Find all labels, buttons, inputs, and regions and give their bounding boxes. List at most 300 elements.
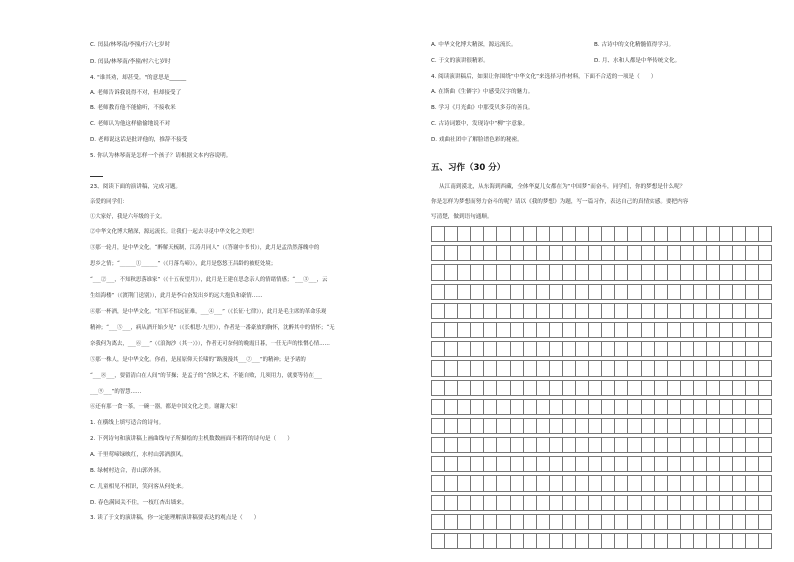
- grid-cell[interactable]: [432, 495, 445, 510]
- grid-cell[interactable]: [680, 246, 693, 261]
- grid-cell[interactable]: [497, 514, 510, 529]
- grid-cell[interactable]: [654, 438, 667, 453]
- grid-cell[interactable]: [458, 457, 471, 472]
- grid-cell[interactable]: [720, 534, 733, 549]
- grid-cell[interactable]: [759, 514, 772, 529]
- grid-cell[interactable]: [549, 380, 562, 395]
- grid-cell[interactable]: [536, 265, 549, 280]
- grid-cell[interactable]: [471, 476, 484, 491]
- grid-cell[interactable]: [641, 476, 654, 491]
- grid-cell[interactable]: [510, 438, 523, 453]
- grid-cell[interactable]: [641, 514, 654, 529]
- grid-cell[interactable]: [576, 418, 589, 433]
- grid-cell[interactable]: [589, 457, 602, 472]
- grid-cell[interactable]: [445, 495, 458, 510]
- grid-cell[interactable]: [628, 534, 641, 549]
- grid-cell[interactable]: [720, 495, 733, 510]
- grid-cell[interactable]: [680, 534, 693, 549]
- grid-cell[interactable]: [432, 438, 445, 453]
- grid-cell[interactable]: [484, 438, 497, 453]
- grid-cell[interactable]: [654, 284, 667, 299]
- grid-cell[interactable]: [615, 457, 628, 472]
- grid-cell[interactable]: [615, 438, 628, 453]
- grid-cell[interactable]: [432, 457, 445, 472]
- grid-cell[interactable]: [602, 418, 615, 433]
- grid-cell[interactable]: [562, 418, 575, 433]
- grid-cell[interactable]: [706, 246, 719, 261]
- grid-cell[interactable]: [484, 514, 497, 529]
- grid-cell[interactable]: [733, 514, 746, 529]
- grid-cell[interactable]: [602, 399, 615, 414]
- grid-cell[interactable]: [484, 303, 497, 318]
- grid-cell[interactable]: [536, 284, 549, 299]
- grid-cell[interactable]: [471, 303, 484, 318]
- grid-cell[interactable]: [733, 265, 746, 280]
- grid-cell[interactable]: [602, 495, 615, 510]
- grid-cell[interactable]: [615, 534, 628, 549]
- grid-cell[interactable]: [759, 495, 772, 510]
- grid-cell[interactable]: [549, 342, 562, 357]
- grid-cell[interactable]: [523, 457, 536, 472]
- grid-cell[interactable]: [471, 380, 484, 395]
- grid-cell[interactable]: [484, 534, 497, 549]
- grid-cell[interactable]: [654, 246, 667, 261]
- grid-cell[interactable]: [523, 284, 536, 299]
- grid-cell[interactable]: [445, 284, 458, 299]
- grid-cell[interactable]: [654, 322, 667, 337]
- grid-cell[interactable]: [471, 342, 484, 357]
- grid-cell[interactable]: [549, 246, 562, 261]
- grid-cell[interactable]: [523, 438, 536, 453]
- grid-cell[interactable]: [615, 361, 628, 376]
- grid-cell[interactable]: [432, 534, 445, 549]
- grid-cell[interactable]: [759, 399, 772, 414]
- grid-cell[interactable]: [667, 246, 680, 261]
- grid-cell[interactable]: [576, 265, 589, 280]
- grid-cell[interactable]: [549, 284, 562, 299]
- grid-cell[interactable]: [615, 399, 628, 414]
- grid-cell[interactable]: [458, 322, 471, 337]
- grid-cell[interactable]: [641, 361, 654, 376]
- grid-cell[interactable]: [432, 303, 445, 318]
- grid-cell[interactable]: [549, 361, 562, 376]
- grid-cell[interactable]: [680, 227, 693, 242]
- grid-cell[interactable]: [458, 227, 471, 242]
- grid-cell[interactable]: [576, 342, 589, 357]
- grid-cell[interactable]: [589, 361, 602, 376]
- grid-cell[interactable]: [523, 246, 536, 261]
- grid-cell[interactable]: [746, 265, 759, 280]
- grid-cell[interactable]: [432, 227, 445, 242]
- composition-grid[interactable]: [431, 226, 772, 549]
- grid-cell[interactable]: [484, 284, 497, 299]
- grid-cell[interactable]: [706, 342, 719, 357]
- grid-cell[interactable]: [693, 265, 706, 280]
- grid-cell[interactable]: [536, 361, 549, 376]
- grid-cell[interactable]: [497, 303, 510, 318]
- grid-cell[interactable]: [445, 438, 458, 453]
- grid-cell[interactable]: [654, 227, 667, 242]
- grid-cell[interactable]: [589, 418, 602, 433]
- grid-cell[interactable]: [536, 303, 549, 318]
- grid-cell[interactable]: [510, 361, 523, 376]
- grid-cell[interactable]: [536, 495, 549, 510]
- grid-cell[interactable]: [536, 227, 549, 242]
- grid-cell[interactable]: [628, 476, 641, 491]
- grid-cell[interactable]: [536, 246, 549, 261]
- grid-cell[interactable]: [602, 342, 615, 357]
- grid-cell[interactable]: [680, 438, 693, 453]
- grid-cell[interactable]: [432, 246, 445, 261]
- grid-cell[interactable]: [602, 303, 615, 318]
- grid-cell[interactable]: [615, 303, 628, 318]
- grid-cell[interactable]: [445, 514, 458, 529]
- grid-cell[interactable]: [693, 361, 706, 376]
- grid-cell[interactable]: [759, 265, 772, 280]
- grid-cell[interactable]: [615, 284, 628, 299]
- grid-cell[interactable]: [720, 418, 733, 433]
- grid-cell[interactable]: [654, 303, 667, 318]
- grid-cell[interactable]: [759, 342, 772, 357]
- grid-cell[interactable]: [589, 227, 602, 242]
- grid-cell[interactable]: [746, 342, 759, 357]
- grid-cell[interactable]: [589, 322, 602, 337]
- grid-cell[interactable]: [680, 284, 693, 299]
- grid-cell[interactable]: [484, 361, 497, 376]
- grid-cell[interactable]: [733, 495, 746, 510]
- grid-cell[interactable]: [759, 380, 772, 395]
- grid-cell[interactable]: [680, 399, 693, 414]
- grid-cell[interactable]: [706, 303, 719, 318]
- grid-cell[interactable]: [615, 495, 628, 510]
- grid-cell[interactable]: [458, 284, 471, 299]
- grid-cell[interactable]: [510, 246, 523, 261]
- grid-cell[interactable]: [667, 265, 680, 280]
- grid-cell[interactable]: [602, 514, 615, 529]
- grid-cell[interactable]: [458, 418, 471, 433]
- grid-cell[interactable]: [720, 380, 733, 395]
- grid-cell[interactable]: [628, 418, 641, 433]
- grid-cell[interactable]: [445, 227, 458, 242]
- grid-cell[interactable]: [759, 534, 772, 549]
- grid-cell[interactable]: [733, 476, 746, 491]
- grid-cell[interactable]: [445, 457, 458, 472]
- grid-cell[interactable]: [458, 265, 471, 280]
- grid-cell[interactable]: [693, 380, 706, 395]
- grid-cell[interactable]: [628, 265, 641, 280]
- grid-cell[interactable]: [720, 322, 733, 337]
- grid-cell[interactable]: [667, 457, 680, 472]
- grid-cell[interactable]: [746, 227, 759, 242]
- grid-cell[interactable]: [654, 418, 667, 433]
- grid-cell[interactable]: [759, 227, 772, 242]
- grid-cell[interactable]: [536, 457, 549, 472]
- grid-cell[interactable]: [576, 303, 589, 318]
- grid-cell[interactable]: [536, 438, 549, 453]
- grid-cell[interactable]: [680, 380, 693, 395]
- grid-cell[interactable]: [654, 534, 667, 549]
- grid-cell[interactable]: [576, 514, 589, 529]
- grid-cell[interactable]: [628, 303, 641, 318]
- grid-cell[interactable]: [628, 399, 641, 414]
- grid-cell[interactable]: [536, 342, 549, 357]
- grid-cell[interactable]: [589, 438, 602, 453]
- grid-cell[interactable]: [746, 322, 759, 337]
- grid-cell[interactable]: [720, 265, 733, 280]
- grid-cell[interactable]: [759, 361, 772, 376]
- grid-cell[interactable]: [733, 322, 746, 337]
- grid-cell[interactable]: [706, 399, 719, 414]
- grid-cell[interactable]: [549, 418, 562, 433]
- grid-cell[interactable]: [562, 284, 575, 299]
- grid-cell[interactable]: [510, 495, 523, 510]
- grid-cell[interactable]: [510, 418, 523, 433]
- grid-cell[interactable]: [680, 303, 693, 318]
- grid-cell[interactable]: [759, 418, 772, 433]
- grid-cell[interactable]: [720, 246, 733, 261]
- grid-cell[interactable]: [549, 534, 562, 549]
- grid-cell[interactable]: [720, 476, 733, 491]
- grid-cell[interactable]: [628, 514, 641, 529]
- grid-cell[interactable]: [720, 227, 733, 242]
- grid-cell[interactable]: [445, 361, 458, 376]
- grid-cell[interactable]: [576, 322, 589, 337]
- grid-cell[interactable]: [602, 361, 615, 376]
- grid-cell[interactable]: [510, 227, 523, 242]
- grid-cell[interactable]: [680, 457, 693, 472]
- grid-cell[interactable]: [667, 380, 680, 395]
- grid-cell[interactable]: [733, 418, 746, 433]
- grid-cell[interactable]: [654, 514, 667, 529]
- grid-cell[interactable]: [549, 303, 562, 318]
- grid-cell[interactable]: [432, 514, 445, 529]
- grid-cell[interactable]: [484, 476, 497, 491]
- grid-cell[interactable]: [641, 495, 654, 510]
- grid-cell[interactable]: [733, 303, 746, 318]
- grid-cell[interactable]: [497, 457, 510, 472]
- grid-cell[interactable]: [720, 303, 733, 318]
- grid-cell[interactable]: [562, 380, 575, 395]
- grid-cell[interactable]: [641, 438, 654, 453]
- grid-cell[interactable]: [628, 380, 641, 395]
- grid-cell[interactable]: [445, 380, 458, 395]
- grid-cell[interactable]: [445, 265, 458, 280]
- grid-cell[interactable]: [654, 476, 667, 491]
- grid-cell[interactable]: [720, 361, 733, 376]
- grid-cell[interactable]: [693, 457, 706, 472]
- grid-cell[interactable]: [458, 246, 471, 261]
- grid-cell[interactable]: [693, 418, 706, 433]
- grid-cell[interactable]: [432, 342, 445, 357]
- grid-cell[interactable]: [549, 495, 562, 510]
- grid-cell[interactable]: [484, 227, 497, 242]
- grid-cell[interactable]: [589, 265, 602, 280]
- grid-cell[interactable]: [432, 361, 445, 376]
- grid-cell[interactable]: [615, 476, 628, 491]
- grid-cell[interactable]: [667, 495, 680, 510]
- grid-cell[interactable]: [680, 476, 693, 491]
- grid-cell[interactable]: [536, 380, 549, 395]
- grid-cell[interactable]: [458, 380, 471, 395]
- grid-cell[interactable]: [654, 399, 667, 414]
- grid-cell[interactable]: [549, 322, 562, 337]
- grid-cell[interactable]: [523, 342, 536, 357]
- grid-cell[interactable]: [471, 457, 484, 472]
- grid-cell[interactable]: [615, 514, 628, 529]
- grid-cell[interactable]: [589, 514, 602, 529]
- grid-cell[interactable]: [432, 418, 445, 433]
- grid-cell[interactable]: [497, 534, 510, 549]
- grid-cell[interactable]: [720, 399, 733, 414]
- grid-cell[interactable]: [680, 342, 693, 357]
- grid-cell[interactable]: [759, 457, 772, 472]
- grid-cell[interactable]: [654, 495, 667, 510]
- grid-cell[interactable]: [706, 457, 719, 472]
- grid-cell[interactable]: [523, 361, 536, 376]
- grid-cell[interactable]: [693, 342, 706, 357]
- grid-cell[interactable]: [720, 438, 733, 453]
- grid-cell[interactable]: [432, 284, 445, 299]
- grid-cell[interactable]: [654, 380, 667, 395]
- grid-cell[interactable]: [523, 265, 536, 280]
- grid-cell[interactable]: [458, 399, 471, 414]
- grid-cell[interactable]: [615, 322, 628, 337]
- grid-cell[interactable]: [746, 303, 759, 318]
- grid-cell[interactable]: [693, 476, 706, 491]
- grid-cell[interactable]: [667, 476, 680, 491]
- grid-cell[interactable]: [667, 514, 680, 529]
- grid-cell[interactable]: [445, 246, 458, 261]
- grid-cell[interactable]: [667, 227, 680, 242]
- grid-cell[interactable]: [497, 380, 510, 395]
- grid-cell[interactable]: [549, 457, 562, 472]
- grid-cell[interactable]: [562, 246, 575, 261]
- grid-cell[interactable]: [471, 322, 484, 337]
- grid-cell[interactable]: [497, 418, 510, 433]
- grid-cell[interactable]: [602, 534, 615, 549]
- grid-cell[interactable]: [510, 265, 523, 280]
- grid-cell[interactable]: [733, 534, 746, 549]
- grid-cell[interactable]: [562, 303, 575, 318]
- grid-cell[interactable]: [615, 246, 628, 261]
- grid-cell[interactable]: [693, 399, 706, 414]
- grid-cell[interactable]: [523, 418, 536, 433]
- grid-cell[interactable]: [602, 265, 615, 280]
- grid-cell[interactable]: [484, 418, 497, 433]
- grid-cell[interactable]: [759, 322, 772, 337]
- grid-cell[interactable]: [576, 476, 589, 491]
- grid-cell[interactable]: [576, 246, 589, 261]
- grid-cell[interactable]: [667, 534, 680, 549]
- grid-cell[interactable]: [471, 418, 484, 433]
- grid-cell[interactable]: [720, 514, 733, 529]
- grid-cell[interactable]: [510, 303, 523, 318]
- grid-cell[interactable]: [536, 476, 549, 491]
- grid-cell[interactable]: [746, 534, 759, 549]
- grid-cell[interactable]: [536, 399, 549, 414]
- grid-cell[interactable]: [471, 361, 484, 376]
- grid-cell[interactable]: [549, 399, 562, 414]
- grid-cell[interactable]: [497, 438, 510, 453]
- grid-cell[interactable]: [471, 227, 484, 242]
- grid-cell[interactable]: [720, 457, 733, 472]
- grid-cell[interactable]: [497, 361, 510, 376]
- grid-cell[interactable]: [693, 514, 706, 529]
- grid-cell[interactable]: [733, 457, 746, 472]
- grid-cell[interactable]: [510, 322, 523, 337]
- grid-cell[interactable]: [602, 227, 615, 242]
- grid-cell[interactable]: [628, 322, 641, 337]
- grid-cell[interactable]: [523, 514, 536, 529]
- grid-cell[interactable]: [746, 476, 759, 491]
- grid-cell[interactable]: [693, 322, 706, 337]
- grid-cell[interactable]: [706, 361, 719, 376]
- grid-cell[interactable]: [733, 399, 746, 414]
- grid-cell[interactable]: [562, 399, 575, 414]
- grid-cell[interactable]: [641, 303, 654, 318]
- grid-cell[interactable]: [497, 342, 510, 357]
- grid-cell[interactable]: [615, 380, 628, 395]
- grid-cell[interactable]: [746, 457, 759, 472]
- grid-cell[interactable]: [706, 438, 719, 453]
- grid-cell[interactable]: [667, 361, 680, 376]
- grid-cell[interactable]: [759, 246, 772, 261]
- grid-cell[interactable]: [523, 476, 536, 491]
- grid-cell[interactable]: [641, 265, 654, 280]
- grid-cell[interactable]: [562, 476, 575, 491]
- grid-cell[interactable]: [589, 303, 602, 318]
- grid-cell[interactable]: [706, 265, 719, 280]
- grid-cell[interactable]: [615, 342, 628, 357]
- grid-cell[interactable]: [523, 303, 536, 318]
- grid-cell[interactable]: [484, 457, 497, 472]
- grid-cell[interactable]: [693, 246, 706, 261]
- grid-cell[interactable]: [589, 284, 602, 299]
- grid-cell[interactable]: [746, 418, 759, 433]
- grid-cell[interactable]: [576, 284, 589, 299]
- grid-cell[interactable]: [432, 476, 445, 491]
- grid-cell[interactable]: [759, 284, 772, 299]
- grid-cell[interactable]: [562, 438, 575, 453]
- grid-cell[interactable]: [641, 284, 654, 299]
- grid-cell[interactable]: [680, 514, 693, 529]
- grid-cell[interactable]: [680, 322, 693, 337]
- grid-cell[interactable]: [654, 265, 667, 280]
- grid-cell[interactable]: [667, 399, 680, 414]
- grid-cell[interactable]: [733, 227, 746, 242]
- grid-cell[interactable]: [471, 438, 484, 453]
- grid-cell[interactable]: [641, 418, 654, 433]
- grid-cell[interactable]: [746, 246, 759, 261]
- grid-cell[interactable]: [536, 514, 549, 529]
- grid-cell[interactable]: [667, 284, 680, 299]
- grid-cell[interactable]: [641, 399, 654, 414]
- grid-cell[interactable]: [471, 246, 484, 261]
- grid-cell[interactable]: [562, 534, 575, 549]
- grid-cell[interactable]: [589, 476, 602, 491]
- grid-cell[interactable]: [602, 457, 615, 472]
- grid-cell[interactable]: [615, 418, 628, 433]
- grid-cell[interactable]: [445, 342, 458, 357]
- grid-cell[interactable]: [576, 438, 589, 453]
- grid-cell[interactable]: [471, 495, 484, 510]
- grid-cell[interactable]: [484, 342, 497, 357]
- grid-cell[interactable]: [549, 476, 562, 491]
- grid-cell[interactable]: [510, 380, 523, 395]
- grid-cell[interactable]: [589, 495, 602, 510]
- grid-cell[interactable]: [576, 361, 589, 376]
- grid-cell[interactable]: [562, 265, 575, 280]
